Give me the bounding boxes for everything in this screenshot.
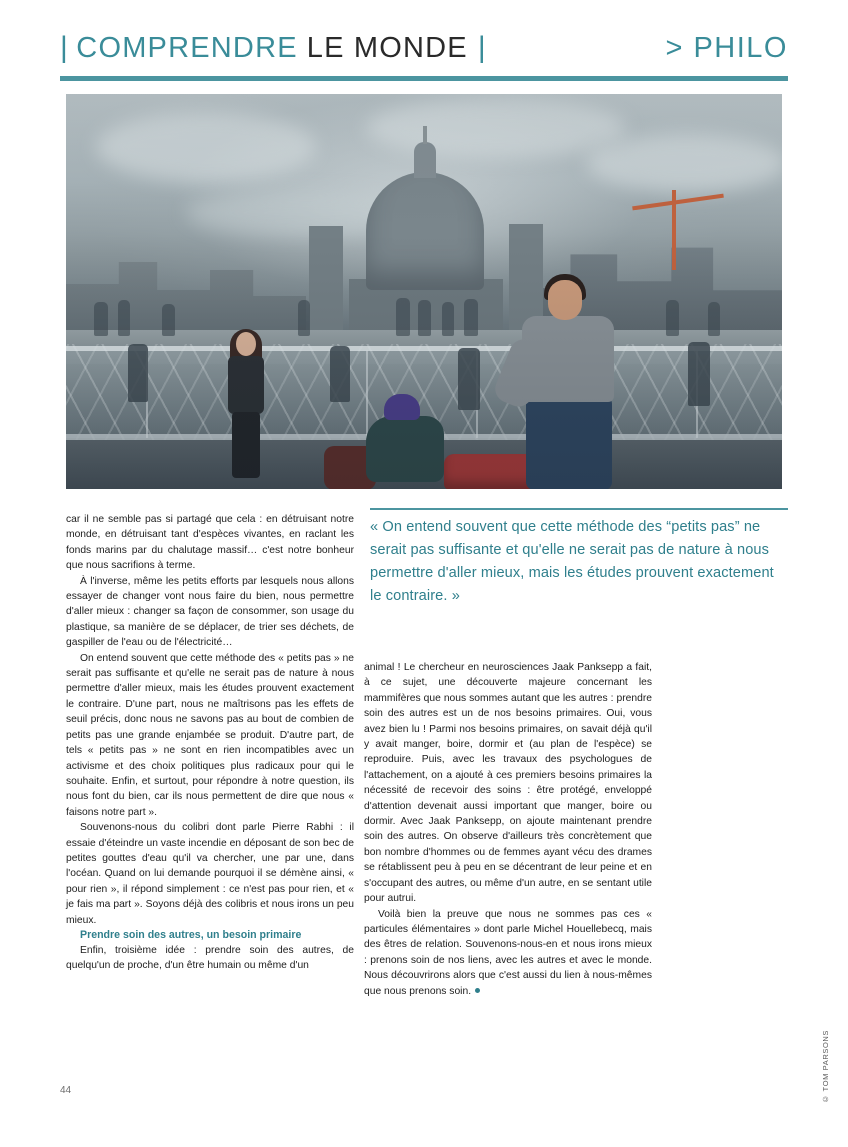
photo-vignette	[66, 94, 782, 489]
header-title-group	[60, 31, 486, 65]
paragraph: À l'inverse, même les petits efforts par lesquels nous allons essayer de changer vont nous faire du bien, nous permettre d'aller mieux : changer sa façon de consommer, son usage du plastique, sa manière de se déplacer, de trier ses déchets, de gaspiller de l'eau ou de l'électricité…	[66, 575, 354, 649]
section-subheading: Prendre soin des autres, un besoin primaire	[80, 928, 302, 941]
header-title-secondary: LE MONDE	[306, 31, 468, 64]
header-bar-left-icon: |	[60, 31, 69, 64]
article-column-right	[364, 660, 652, 999]
paragraph: Enfin, troisième idée : prendre soin des autres, de quelqu'un de proche, d'un être humain ou même d'un	[66, 944, 354, 972]
photo-credit: © TOM PARSONS	[821, 1029, 830, 1103]
page-header	[60, 22, 788, 74]
paragraph: animal ! Le chercheur en neurosciences Jaak Panksepp a fait, à ce sujet, une découverte majeure concernant les mammifères que nous sommes autant que les autres : prendre soin des autres est un de nos besoins primaires. Oui, vous avez bien lu ! Parmi nos besoins primaires, on savait déjà qu'il y avait manger, boire, dormir et (au plan de l'espèce) se reproduire. Puis, avec les travaux des psychologues de l'attachement, on a ajouté à ces premiers besoins primaires la nécessité de recevoir des soins : être protégé, enveloppé d'attention devenait aussi important que manger, boire ou dormir. Avec Jaak Panksepp, on ajoute maintenant prendre soin des autres. On observe d'ailleurs très concrètement que bon nombre d'hommes ou de femmes ayant vécu des drames se rétablissent peu à peu en se décentrant de leur peine et en s'occupant des autres, ou même d'un autre, en se sentant utile pour autrui.	[364, 662, 652, 905]
paragraph: On entend souvent que cette méthode des « petits pas » ne serait pas suffisante et qu'elle ne serait pas de nature à nous permettre d'aller mieux, mais les études prouvent exactement le contraire. D'une part, nous ne maîtrisons pas les effets de seuil précis, donc nous ne savons pas au bout de combien de petits pas une grande enjambée se produit. D'autre part, de tels « petits pas » ne sont en rien incompatibles avec un activisme et des choix politiques plus radicaux pour qui le souhaite. Enfin, et surtout, pour répondre à notre question, ils nous font du bien, car ils nous permettent de dire que nous « faisons notre part ».	[66, 652, 354, 818]
paragraph: Souvenons-nous du colibri dont parle Pierre Rabhi : il essaie d'éteindre un vaste incendie en déposant de son bec de petites gouttes d'eau qu'il va chercher, une par une, dans l'océan. Quand on lui demande pourquoi il se démène ainsi, « pour rien », il répond simplement : ce n'est pas pour rien, et « je fais ma part ». Soyons déjà des colibris et nous irons un peu mieux.	[66, 822, 354, 926]
photo-background	[66, 94, 782, 489]
header-bar-right-icon: |	[477, 31, 487, 64]
pullquote: « On entend souvent que cette méthode des “petits pas” ne serait pas suffisante et qu'elle ne serait pas de nature à nous permettre d'aller mieux, mais les études prouvent exactement le contraire. »	[370, 519, 774, 604]
article-photo	[66, 94, 782, 489]
pullquote-divider	[370, 508, 788, 510]
header-title-primary: COMPRENDRE	[76, 31, 298, 64]
paragraph	[364, 907, 652, 999]
section-label: > PHILO	[665, 31, 788, 64]
page-number: 44	[60, 1085, 72, 1096]
header-divider	[60, 76, 788, 81]
article-column-left	[66, 512, 354, 974]
paragraph: car il ne semble pas si partagé que cela : en détruisant notre monde, en détruisant tant d'espèces vivantes, en raclant les fonds marins par du chalutage massif… c'est notre bonheur que nous sacrifions à terme.	[66, 514, 354, 572]
paragraph-text: Voilà bien la preuve que nous ne sommes pas ces « particules élémentaires » dont parle Michel Houellebecq, mais des êtres de relation. Souvenons-nous-en et nous irons mieux : prenons soin de nos liens, avec les autres et avec le monde. Nous découvrirons alors que c'est aussi du lien à nous-mêmes que nous prenons soin.	[364, 908, 652, 997]
end-of-article-bullet	[475, 988, 480, 993]
